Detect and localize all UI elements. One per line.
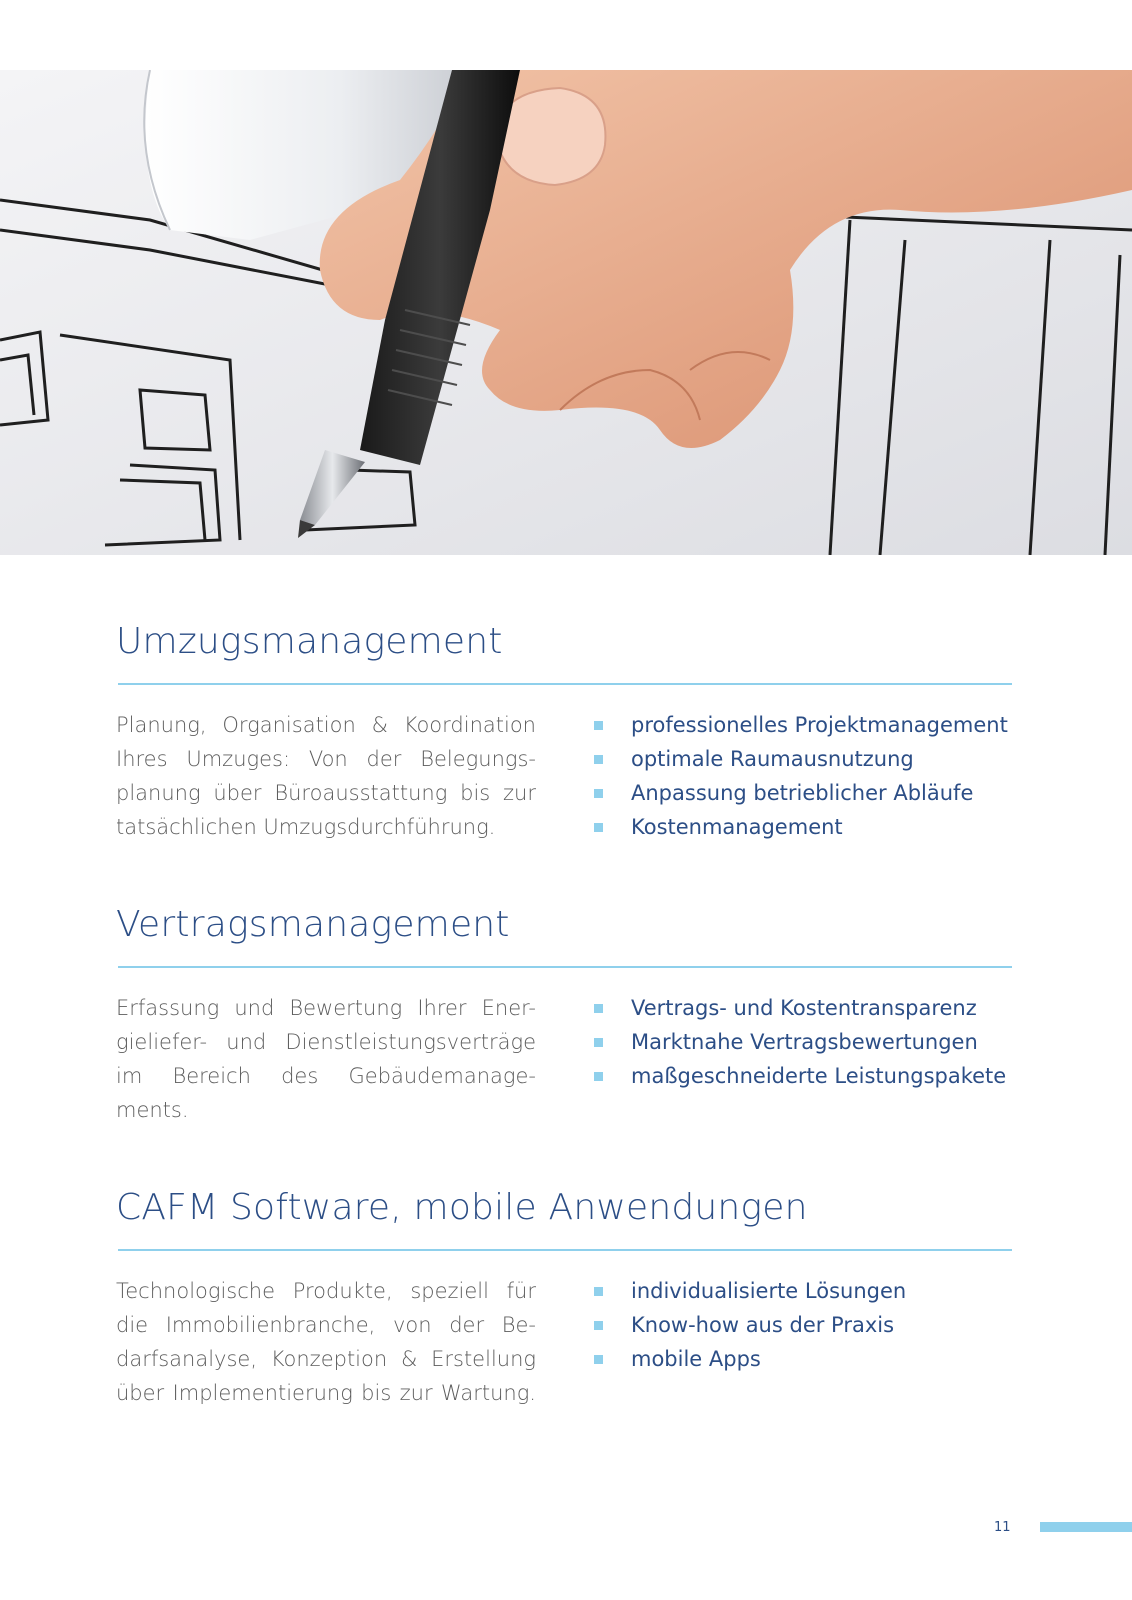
section-description [116, 1274, 536, 1410]
section-divider [118, 966, 1012, 968]
section-cafm-software [116, 1186, 1016, 1405]
square-bullet-icon [594, 1287, 603, 1296]
page-number: 11 [994, 1520, 1011, 1535]
list-item: Kostenmanagement [594, 810, 1008, 844]
hand-drawing-floorplan-illustration [0, 70, 1132, 555]
bullet-list [594, 708, 1008, 844]
section-vertragsmanagement [116, 903, 1016, 1122]
square-bullet-icon [594, 1038, 603, 1047]
list-item: Vertrags- und Kostentransparenz [594, 991, 1006, 1025]
description-line: Erfassung und Bewertung Ihrer Ener- [116, 996, 536, 1020]
page-accent-bar [1040, 1522, 1132, 1532]
description-line: Planung, Organisation & Koordination [116, 713, 536, 737]
list-item: professionelles Projektmanagement [594, 708, 1008, 742]
description-line: ments. [116, 1098, 189, 1122]
list-item: maßgeschneiderte Leistungspakete [594, 1059, 1006, 1093]
square-bullet-icon [594, 721, 603, 730]
list-item: Anpassung betrieblicher Abläufe [594, 776, 1008, 810]
description-line: im Bereich des Gebäudemanage- [116, 1064, 536, 1088]
section-title: Umzugsmanagement [116, 621, 503, 662]
description-line: über Implementierung bis zur Wartung. [116, 1381, 536, 1405]
section-title: CAFM Software, mobile Anwendungen [116, 1187, 808, 1228]
square-bullet-icon [594, 1004, 603, 1013]
list-item: individualisierte Lösungen [594, 1274, 906, 1308]
description-line: planung über Büroausstattung bis zur [116, 781, 536, 805]
section-title: Vertragsmanagement [116, 904, 510, 945]
list-item: Marktnahe Vertragsbewertungen [594, 1025, 1006, 1059]
square-bullet-icon [594, 789, 603, 798]
square-bullet-icon [594, 755, 603, 764]
square-bullet-icon [594, 1321, 603, 1330]
bullet-list [594, 991, 1006, 1093]
section-divider [118, 1249, 1012, 1251]
description-line: darfsanalyse, Konzeption & Erstellung [116, 1347, 536, 1371]
hero-photo [0, 70, 1132, 555]
list-item: Know-how aus der Praxis [594, 1308, 906, 1342]
list-item: optimale Raumausnutzung [594, 742, 1008, 776]
square-bullet-icon [594, 1072, 603, 1081]
bullet-list [594, 1274, 906, 1376]
section-umzugsmanagement [116, 620, 1016, 839]
description-line: Ihres Umzuges: Von der Belegungs- [116, 747, 536, 771]
square-bullet-icon [594, 823, 603, 832]
description-line: Technologische Produkte, speziell für [116, 1279, 536, 1303]
description-line: gieliefer- und Dienstleistungsverträge [116, 1030, 536, 1054]
section-divider [118, 683, 1012, 685]
list-item: mobile Apps [594, 1342, 906, 1376]
square-bullet-icon [594, 1355, 603, 1364]
description-line: die Immobilienbranche, von der Be- [116, 1313, 536, 1337]
section-description [116, 708, 536, 844]
description-line: tatsächlichen Umzugsdurchführung. [116, 815, 496, 839]
section-description [116, 991, 536, 1127]
